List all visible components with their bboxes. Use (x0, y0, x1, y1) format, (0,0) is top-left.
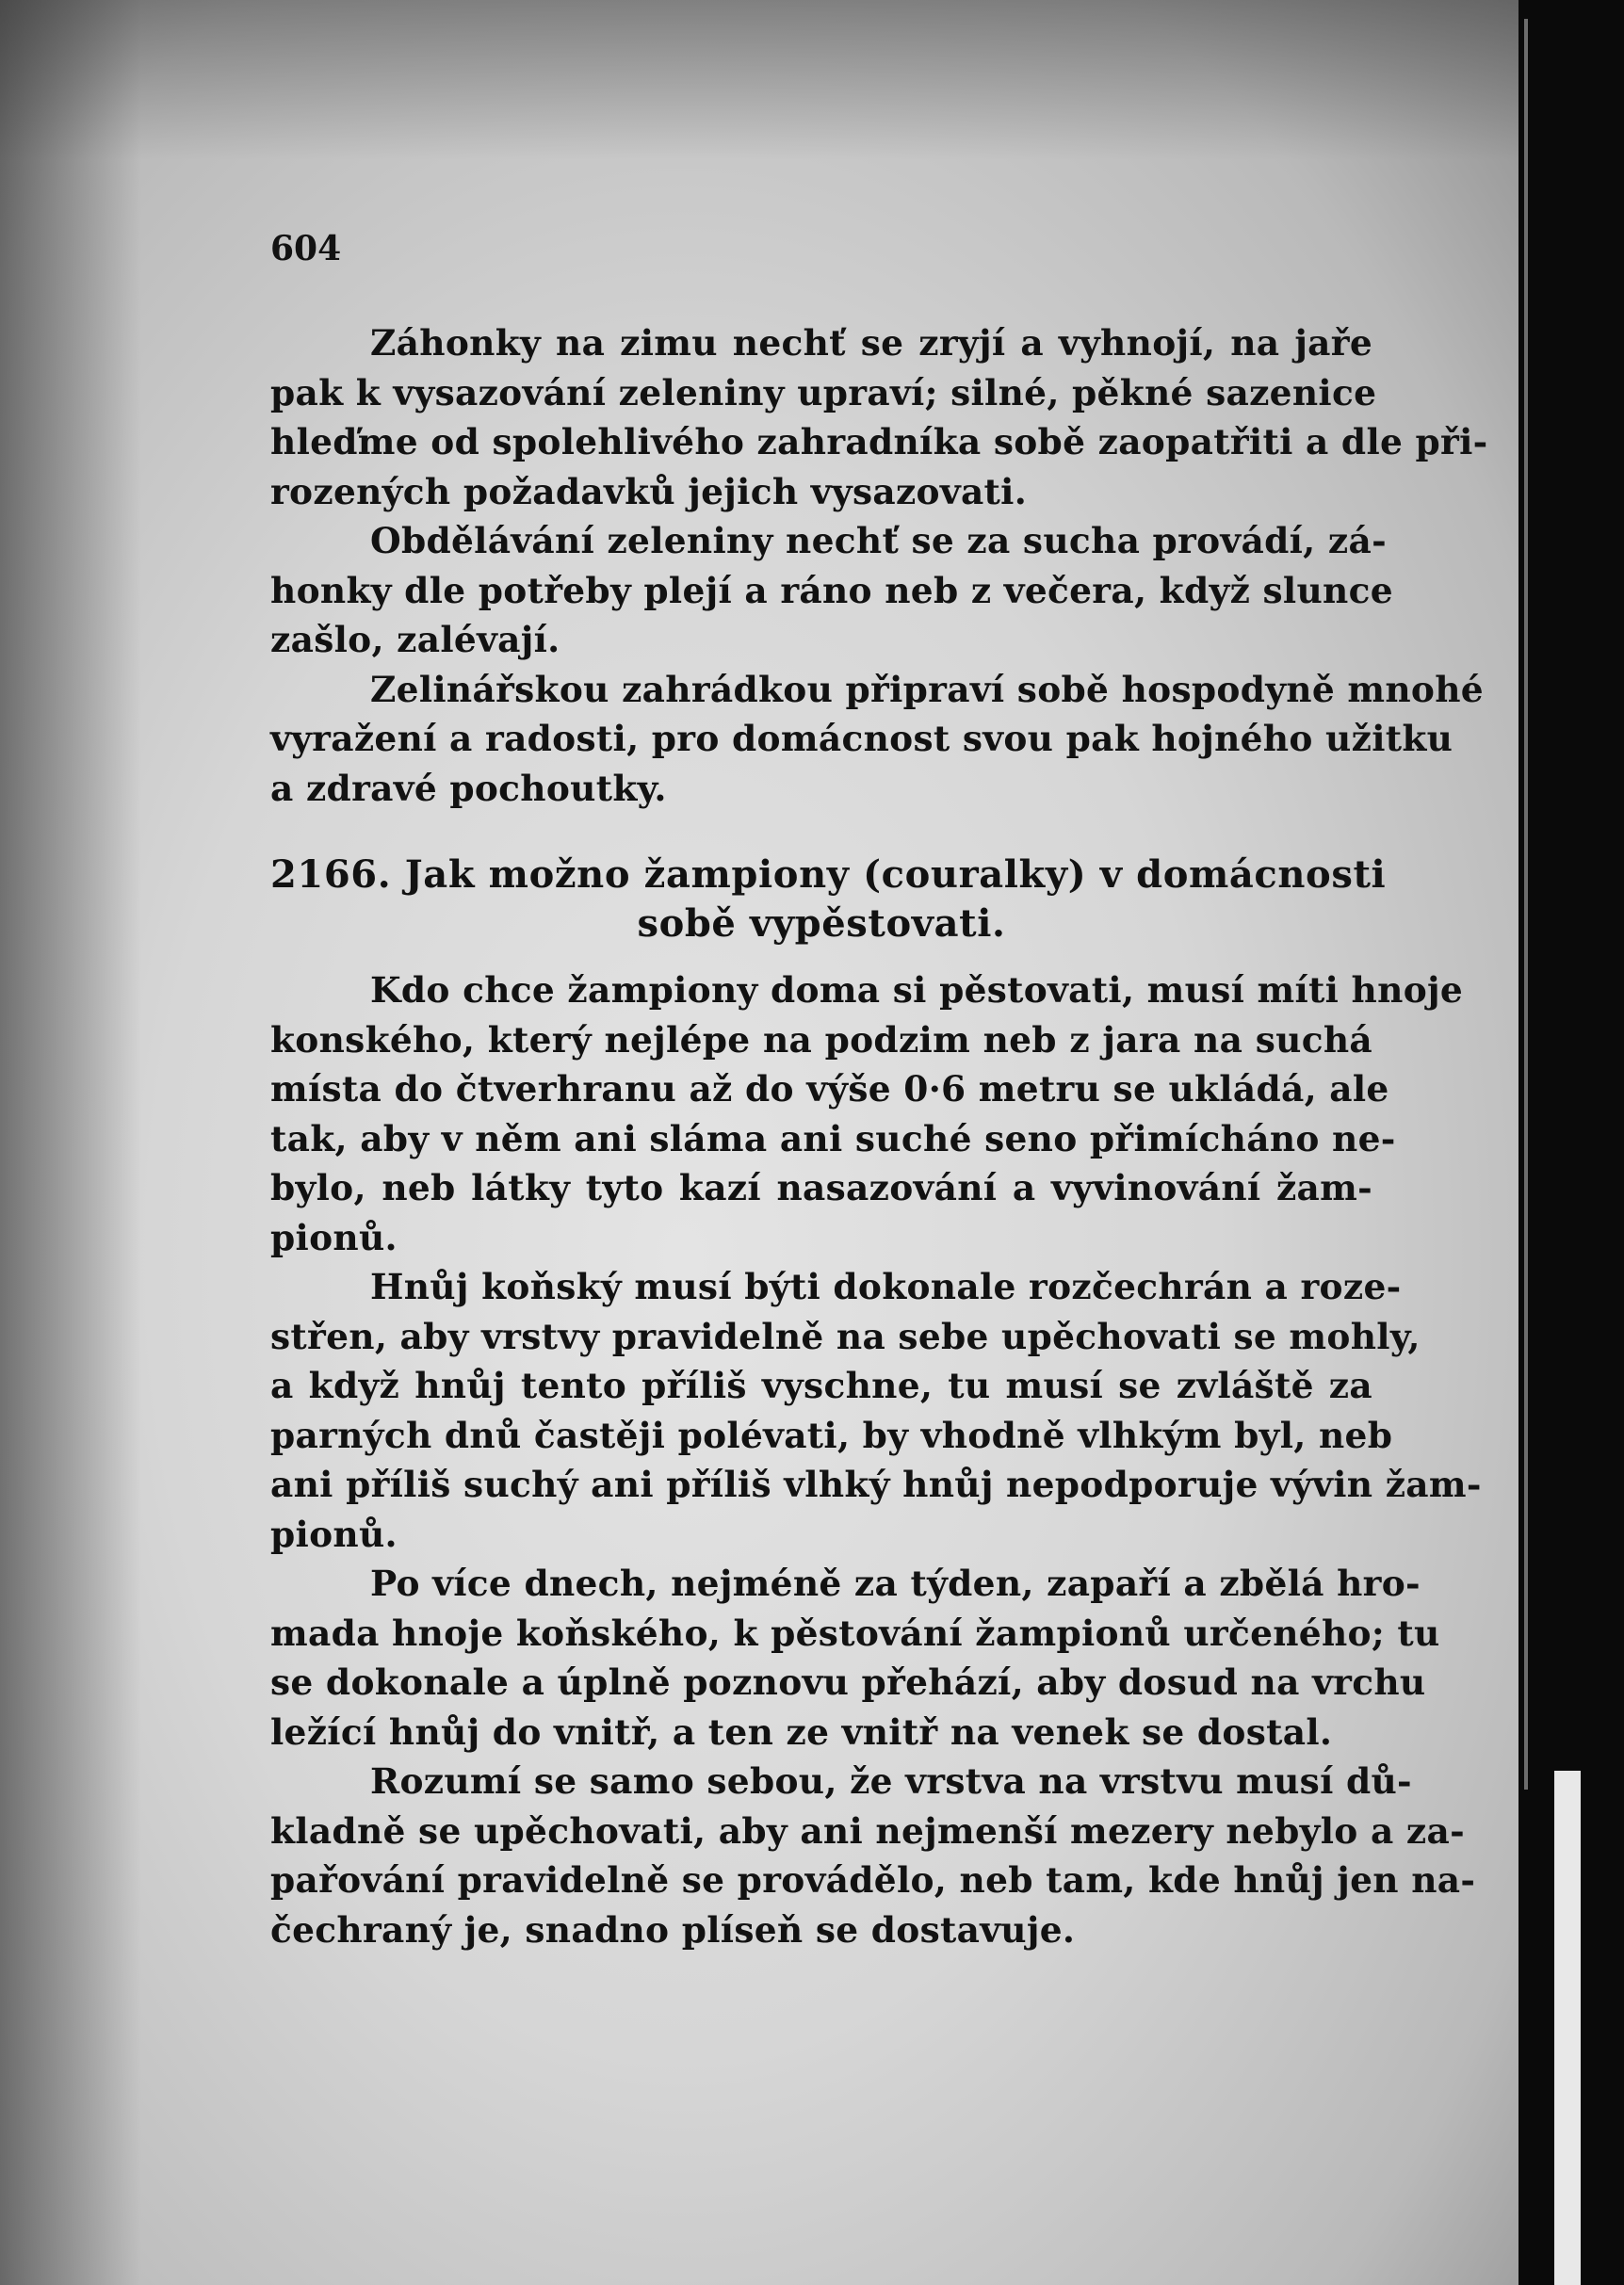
paragraph (270, 516, 1393, 665)
text-block (270, 318, 1488, 1954)
text-line: mada hnoje koňského, k pěstování žampionů určeného; tu (270, 1612, 1440, 1654)
heading-line-2: sobě vypěstovati. (637, 901, 1006, 946)
text-line: pionů. (270, 1513, 398, 1555)
text-line: zašlo, zalévají. (270, 619, 560, 660)
text-line: a když hnůj tento příliš vyschne, tu musí se zvláště za (270, 1365, 1372, 1406)
text-line: a zdravé pochoutky. (270, 767, 667, 809)
text-line: tak, aby v něm ani sláma ani suché seno přimícháno ne- (270, 1117, 1396, 1159)
page-number: 604 (270, 229, 342, 268)
paragraph (270, 318, 1488, 516)
paragraph (270, 1757, 1476, 1954)
page-shadow-left (0, 0, 141, 2285)
text-line: pak k vysazování zeleniny upraví; silné, pěkné sazenice (270, 371, 1377, 413)
text-line: honky dle potřeby plejí a ráno neb z večera, když slunce (270, 569, 1393, 611)
heading-line-1: 2166. Jak možno žampiony (couralky) v domácnosti (270, 852, 1387, 897)
text-line: Obdělávání zeleniny nechť se za sucha provádí, zá- (370, 520, 1387, 561)
text-line: Po více dnech, nejméně za týden, zapaří a zbělá hro- (370, 1563, 1421, 1604)
text-line: Hnůj koňský musí býti dokonale rozčechrán a roze- (370, 1266, 1402, 1307)
page-edge-line (1524, 19, 1528, 1790)
paragraph (270, 1559, 1440, 1757)
text-line: hleďme od spolehlivého zahradníka sobě zaopatřiti a dle při- (270, 421, 1488, 462)
text-line: Záhonky na zimu nechť se zryjí a vyhnojí, na jaře (370, 322, 1372, 364)
text-line: místa do čtverhranu až do výše 0·6 metru se ukládá, ale (270, 1068, 1389, 1110)
text-line: konského, který nejlépe na podzim neb z jara na suchá (270, 1018, 1372, 1061)
paragraph (270, 1262, 1482, 1559)
intro-section (270, 318, 1488, 813)
section-heading (270, 851, 1387, 948)
text-line: bylo, neb látky tyto kazí nasazování a vyvinování žam- (270, 1167, 1372, 1208)
text-line: rozených požadavků jejich vysazovati. (270, 470, 1028, 512)
text-line: pařování pravidelně se provádělo, neb tam, kde hnůj jen na- (270, 1859, 1476, 1901)
text-line: parných dnů častěji polévati, by vhodně vlhkým byl, neb (270, 1414, 1393, 1456)
text-line: ležící hnůj do vnitř, a ten ze vnitř na venek se dostal. (270, 1710, 1333, 1753)
paragraph (270, 965, 1464, 1262)
text-line: ani příliš suchý ani příliš vlhký hnůj nepodporuje vývin žam- (270, 1464, 1482, 1505)
text-line: kladně se upěchovati, aby ani nejmenší mezery nebylo a za- (270, 1809, 1465, 1852)
text-line: Rozumí se samo sebou, že vrstva na vrstvu musí dů- (370, 1760, 1412, 1802)
text-line: Kdo chce žampiony doma si pěstovati, musí míti hnoje (370, 969, 1464, 1011)
text-line: střen, aby vrstvy pravidelně na sebe upěchovati se mohly, (270, 1315, 1421, 1357)
paragraph (270, 665, 1484, 814)
section-body (270, 965, 1482, 1954)
text-line: pionů. (270, 1216, 398, 1258)
page-shadow-top (0, 0, 1518, 160)
text-line: Zelinářskou zahrádkou připraví sobě hospodyně mnohé (370, 668, 1484, 710)
text-line: čechraný je, snadno plíseň se dostavuje. (270, 1908, 1076, 1951)
page-edge-sliver (1554, 1771, 1581, 2285)
text-line: se dokonale a úplně poznovu přehází, aby dosud na vrchu (270, 1661, 1426, 1703)
text-line: vyražení a radosti, pro domácnost svou pak hojného užitku (270, 718, 1453, 759)
